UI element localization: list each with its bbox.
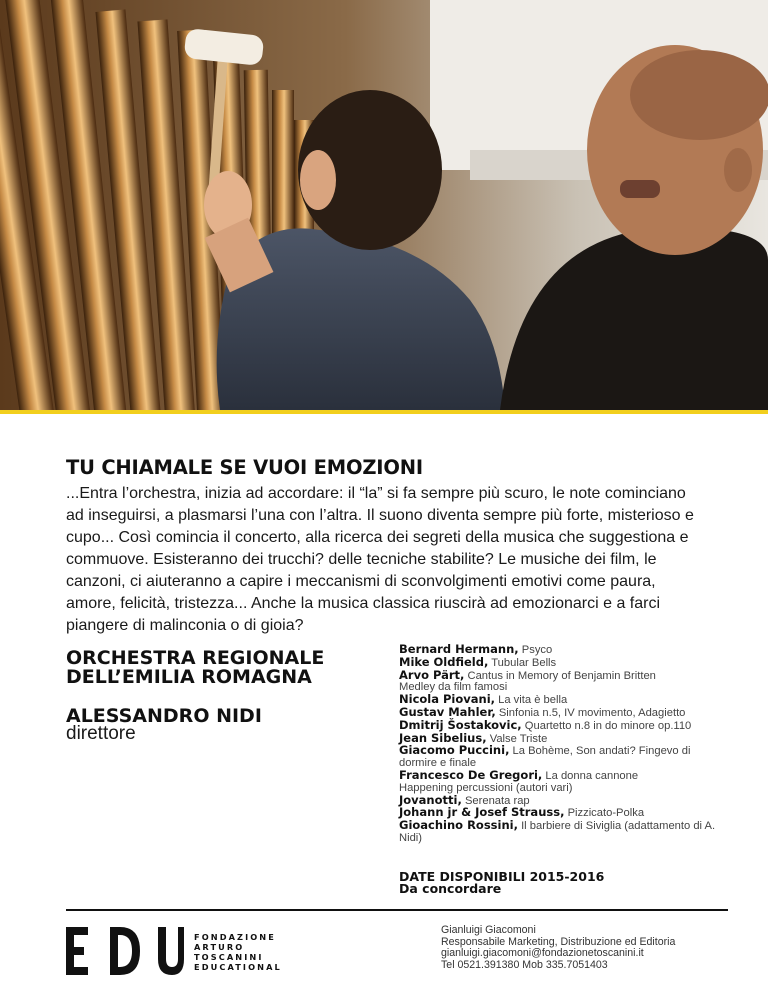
contact-email[interactable]: gianluigi.giacomoni@fondazionetoscanini.it [441,947,644,960]
logo-wordmark [194,932,282,972]
logo-line: FONDAZIONE [194,932,276,942]
logo [66,927,296,975]
logo-line: TOSCANINI [194,952,264,962]
intro-title: TU CHIAMALE SE VUOI EMOZIONI [66,456,423,479]
work: Sinfonia n.5, IV movimento, Adagietto [498,706,686,719]
contact-role: Responsabile Marketing, Distribuzione ed Editoria [441,935,676,948]
composer: Mike Oldfield, [399,654,489,669]
work: Il barbiere di Siviglia (adattamento di A. Nidi) [399,820,716,844]
accent-rule [0,410,768,414]
work: Valse Triste [489,732,548,745]
composer: Francesco De Gregori, [399,767,543,782]
footer-divider [66,909,728,911]
work: La donna cannone [545,769,639,782]
work: Tubular Bells [491,656,557,669]
dates-block [399,871,604,895]
composer: Nicola Piovani, [399,692,496,707]
intro-text: ...Entra l’orchestra, inizia ad accordare: il “la” si fa sempre più scuro, le note cominciano ad inseguirsi, a plasmarsi l’una con l’altra. Il suono diventa sempre più forte, misterioso e cupo... Così comincia il concerto, alla ricerca dei segreti della musica che suggestiona e commuove. Esisteranno dei trucchi? delle tecniche stabilite? Le musiche dei film, le canzoni, ci aiuteranno a capire i meccanismi di sconvolgimenti emotivi come paura, amore, felicità, tristezza... Anche la musica classica riuscirà ad emozionarci e a farci piangere di malinconia o di gioia? [66,485,694,634]
composer: Bernard Hermann, [399,642,519,656]
composer: Johann jr & Josef Strauss, [399,805,565,820]
work: Psyco [521,644,553,656]
work: Cantus in Memory of Benjamin Britten [467,669,656,682]
contact-phone: Tel 0521.391380 Mob 335.7051403 [441,958,608,971]
work: La vita è bella [498,694,568,707]
conductor-role: direttore [66,723,136,744]
edu-logo-mark-icon [66,927,184,975]
program-item [399,745,729,770]
program-item [399,820,729,845]
orchestra-name: ORCHESTRA REGIONALE DELL’EMILIA ROMAGNA [66,647,325,688]
contact-name: Gianluigi Giacomoni [441,924,536,936]
logo-line: ARTURO [194,942,245,952]
work: Quartetto n.8 in do minore op.110 [524,719,692,732]
dates-title: DATE DISPONIBILI 2015-2016 [399,869,605,884]
composer: Jean Sibelius, [399,730,487,745]
work: La Bohème, Son andati? Fingevo di dormire e finale [399,745,691,770]
work: Medley da film famosi [399,681,508,694]
logo-line: EDUCATIONAL [194,962,282,972]
conductor-name: ALESSANDRO NIDI [66,705,262,727]
composer: Jovanotti, [399,792,462,807]
contact-block [441,925,675,971]
work: Pizzicato-Polka [567,807,645,820]
work: Serenata rap [464,794,530,807]
hero-photo [0,0,768,410]
composer: Dmitrij Šostakovic, [399,717,522,732]
composer: Gustav Mahler, [399,704,496,719]
composer: Gioachino Rossini, [399,818,518,833]
work: Happening percussioni (autori vari) [399,781,573,794]
composer: Giacomo Puccini, [399,743,510,758]
program-list [399,644,729,845]
dates-value: Da concordare [399,881,502,896]
composer: Arvo Pärt, [399,667,465,682]
photo-child-playing-tubular-bells-icon [0,0,768,410]
